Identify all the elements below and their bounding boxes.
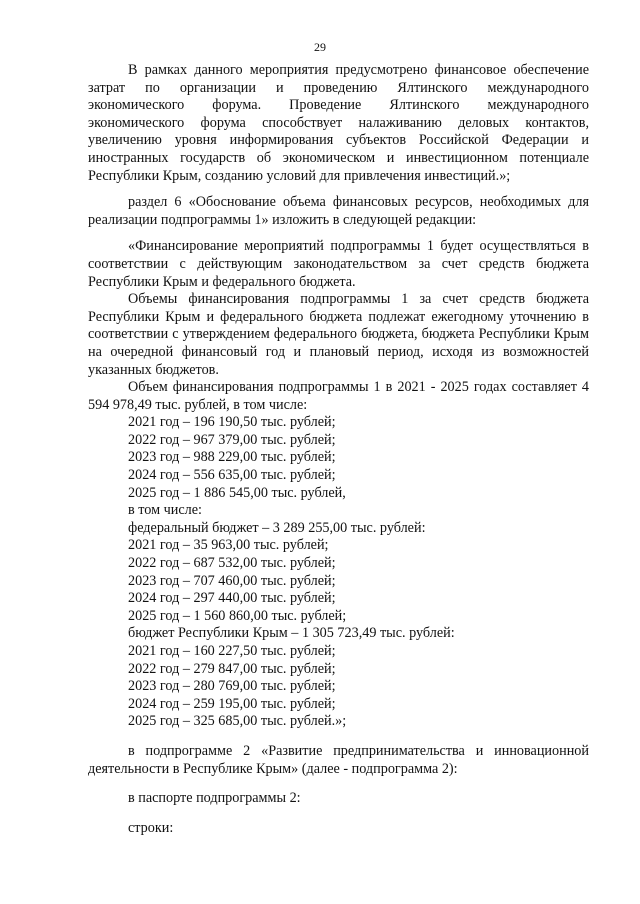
federal-year-line: 2024 год – 297 440,00 тыс. рублей; [128,590,336,607]
federal-budget-header: федеральный бюджет – 3 289 255,00 тыс. рублей: [128,519,426,536]
paragraph-rows: строки: [128,819,174,836]
paragraph-section-6: раздел 6 «Обоснование объема финансовых ресурсов, необходимых для реализации подпрограммы 1» изложить в следующей редакции: [88,194,589,228]
total-year-line: 2021 год – 196 190,50 тыс. рублей; [128,414,336,431]
crimea-year-line: 2025 год – 325 685,00 тыс. рублей.»; [128,713,347,730]
total-year-line: 2022 год – 967 379,00 тыс. рублей; [128,431,336,448]
total-year-line: 2025 год – 1 886 545,00 тыс. рублей, [128,484,346,501]
crimea-year-line: 2022 год – 279 847,00 тыс. рублей; [128,660,336,677]
paragraph-passport: в паспорте подпрограммы 2: [128,790,301,807]
crimea-year-line: 2024 год – 259 195,00 тыс. рублей; [128,695,336,712]
total-year-line: 2024 год – 556 635,00 тыс. рублей; [128,467,336,484]
including-label: в том числе: [128,502,202,519]
paragraph-volumes: Объемы финансирования подпрограммы 1 за счет средств бюджета Республики Крым и федерального бюджета подлежат ежегодному уточнению в соответствии с утверждением федерального бюджета, бюджета Республики Крым на очередной финансовый год и плановый период, исходя из возможностей указанных бюджетов. [88,291,589,378]
crimea-year-line: 2023 год – 280 769,00 тыс. рублей; [128,678,336,695]
page-body [88,62,589,837]
federal-year-line: 2023 год – 707 460,00 тыс. рублей; [128,572,336,589]
federal-year-line: 2021 год – 35 963,00 тыс. рублей; [128,537,329,554]
crimea-budget-header: бюджет Республики Крым – 1 305 723,49 тыс. рублей: [128,625,455,642]
paragraph-total-volume: Объем финансирования подпрограммы 1 в 2021 - 2025 годах составляет 4 594 978,49 тыс. рублей, в том числе: [88,379,589,413]
paragraph-subprogram-2: в подпрограмме 2 «Развитие предпринимательства и инновационной деятельности в Республике Крым» (далее - подпрограмма 2): [88,742,589,777]
paragraph-forum: В рамках данного мероприятия предусмотрено финансовое обеспечение затрат по организации и проведению Ялтинского международного экономического форума. Проведение Ялтинского международного экономического форума способствует налаживанию деловых контактов, увеличению уровня информирования субъектов Российской Федерации и иностранных государств об экономическом и инвестиционном потенциале Республики Крым, созданию условий для привлечения инвестиций.»; [88,62,589,184]
crimea-year-line: 2021 год – 160 227,50 тыс. рублей; [128,643,336,659]
federal-year-line: 2025 год – 1 560 860,00 тыс. рублей; [128,607,347,624]
paragraph-financing: «Финансирование мероприятий подпрограммы 1 будет осуществляться в соответствии с действующим законодательством за счет средств бюджета Республики Крым и федерального бюджета. [88,238,589,290]
page-number: 29 [314,40,326,54]
total-year-line: 2023 год – 988 229,00 тыс. рублей; [128,449,336,466]
federal-year-line: 2022 год – 687 532,00 тыс. рублей; [128,555,336,572]
